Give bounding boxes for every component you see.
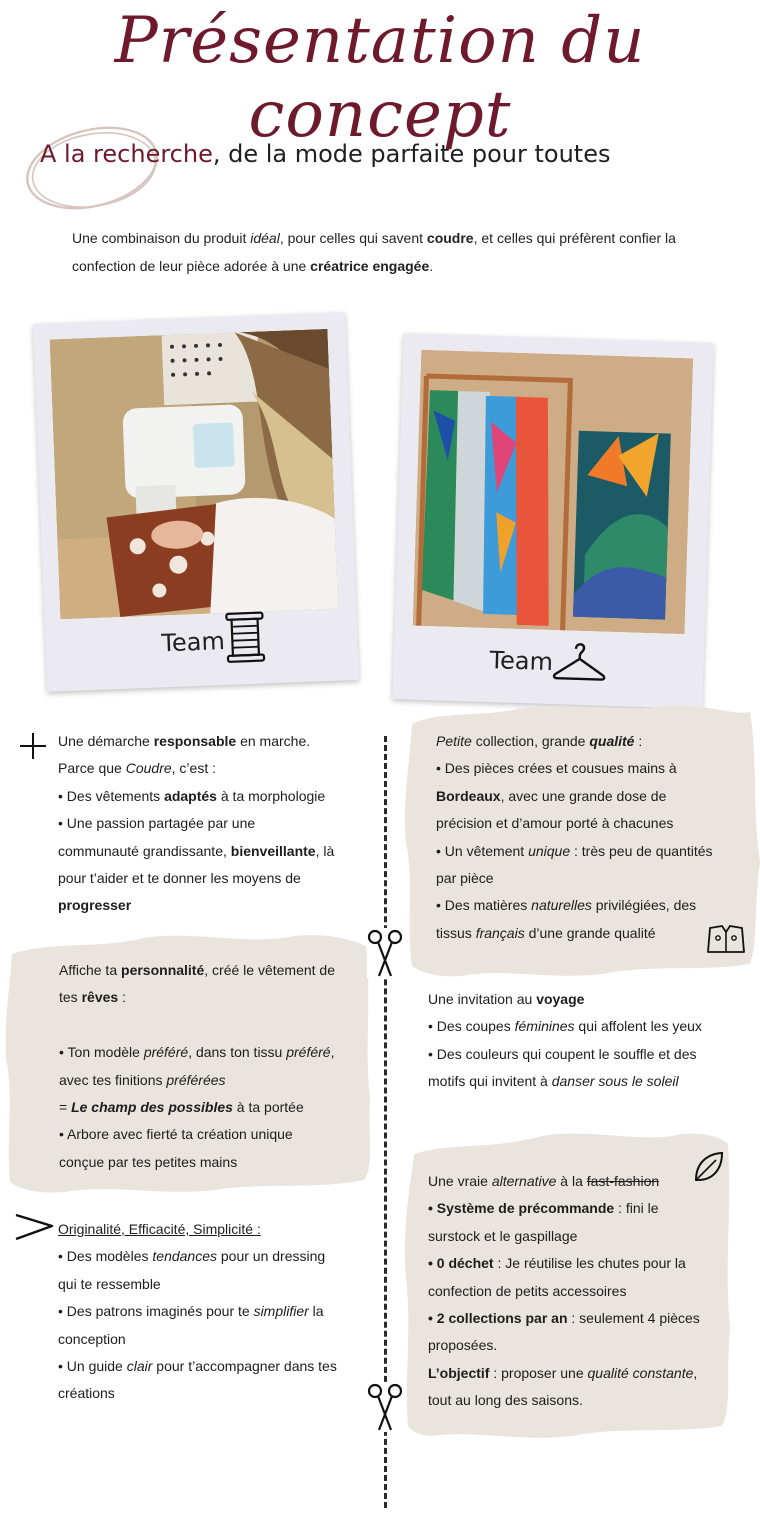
polaroid-caption: Team (160, 627, 226, 658)
block-personnalite: Affiche ta personnalité, créé le vêtement de tes rêves : • Ton modèle préféré, dans ton tissu préféré, avec tes finitions préférées = Le champ des possibles à ta portée • Arbore avec fierté ta création unique conçue par tes petites mains (59, 962, 336, 1170)
clothing-rack-photo (413, 350, 694, 634)
subtitle-accent: A la recherche (40, 140, 213, 168)
clothes-hanger-icon (551, 638, 608, 684)
polaroid-sewing (33, 312, 359, 692)
page-title: Présentation du concept (114, 4, 646, 152)
plus-icon (18, 731, 48, 761)
section-subtitle (40, 140, 610, 168)
hand-drawn-circle-icon (20, 118, 165, 218)
block-alternative: Une vraie alternative à la fast-fashion • Système de précommande : fini le surstock et le gaspillage • 0 déchet : Je réutilise les chutes pour la confection de petits accessoires • 2 collections par an : seulement 4 pièces proposées. L’objectif : proposer une qualité constante, tout au long des saisons. (428, 1173, 700, 1409)
scissors-icon (367, 928, 403, 978)
thread-spool-icon (222, 609, 268, 665)
chevron-right-icon (14, 1212, 54, 1242)
block-qualite: Petite collection, grande qualité : • Des pièces crées et cousues mains à Bordeaux, avec une grande dose de précision et d’amour porté à chacunes • Un vêtement unique : très peu de quantités par pièce • Des matières naturelles privilégiées, des tissus français d’une grande qualité (436, 733, 713, 941)
intro-paragraph: Une combinaison du produit idéal, pour celles qui savent coudre, et celles qui préfèrent confier la confection de leur pièce adorée à une créatrice engagée. (72, 230, 676, 274)
polaroid-caption: Team (489, 646, 554, 677)
block-voyage: Une invitation au voyage • Des coupes féminines qui affolent les yeux • Des couleurs qui coupent le souffle et des motifs qui invitent à danser sous le soleil (428, 991, 702, 1090)
polaroid-clothing-rack (392, 333, 713, 709)
sewing-machine-photo (50, 329, 339, 619)
scissors-icon (367, 1382, 403, 1432)
block-originalite: Originalité, Efficacité, Simplicité : • Des modèles tendances pour un dressing qui te ressemble • Des patrons imaginés pour te simplifier la conception • Un guide clair pour t’accompagner dans tes créations (58, 1221, 337, 1402)
subtitle-rest: , de la mode parfaite pour toutes (212, 140, 611, 168)
block-responsable: Une démarche responsable en marche. Parce que Coudre, c’est : • Des vêtements adaptés à ta morphologie • Une passion partagée par une communauté grandissante, bienveillante, là pour t’aider et te donner les moyens de progresser (58, 733, 335, 914)
